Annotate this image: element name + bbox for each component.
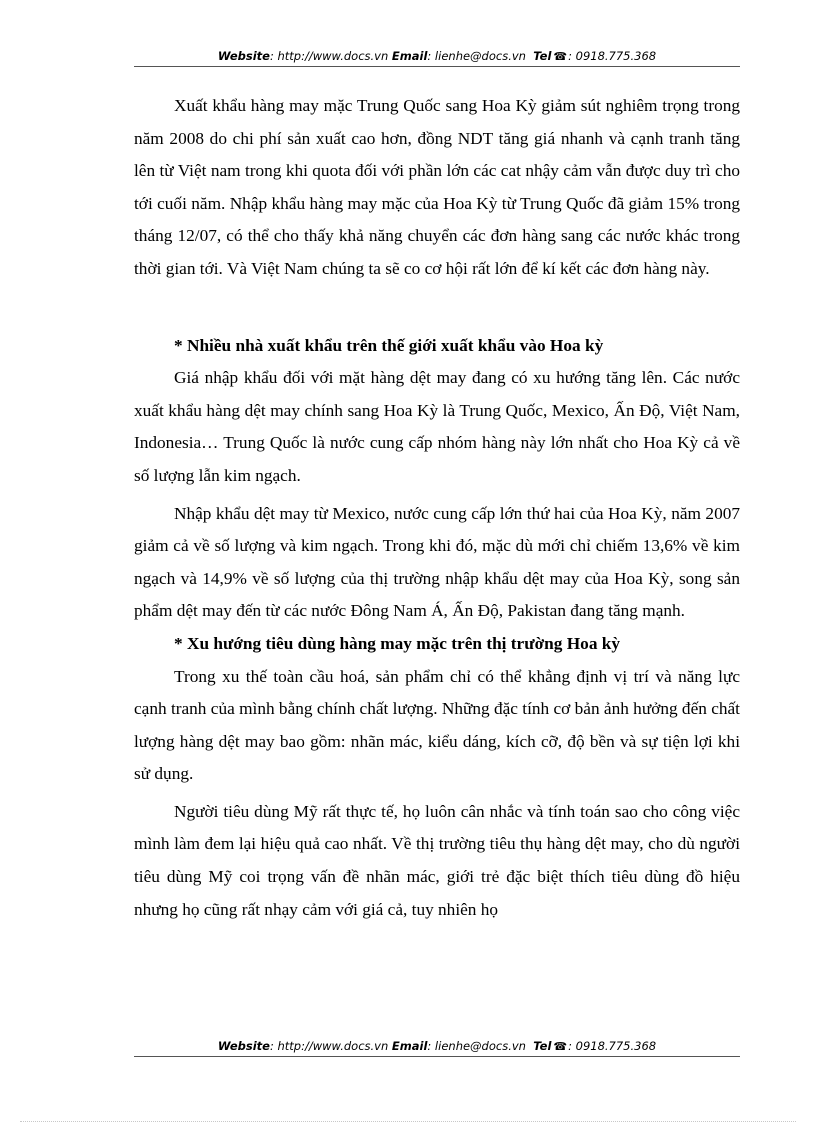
header-tel-value: : 0918.775.368 [568, 49, 657, 63]
paragraph-1: Xuất khẩu hàng may mặc Trung Quốc sang Hoa Kỳ giảm sút nghiêm trọng trong năm 2008 do chi phí sản xuất cao hơn, đồng NDT tăng giá nhanh và cạnh tranh tăng lên từ Việt nam trong khi quota đối với phần lớn các cat nhậy cảm vẫn được duy trì cho tới cuối năm. Nhập khẩu hàng may mặc của Hoa Kỳ từ Trung Quốc đã giảm 15% trong tháng 12/07, có thể cho thấy khả năng chuyển các đơn hàng sang các nước khác trong thời gian tới. Và Việt Nam chúng ta sẽ co cơ hội rất lớn để kí kết các đơn hàng này. [134, 96, 740, 278]
paragraph-3: Nhập khẩu dệt may từ Mexico, nước cung cấp lớn thứ hai của Hoa Kỳ, năm 2007 giảm cả về số lượng và kim ngạch. Trong khi đó, mặc dù mới chỉ chiếm 13,6% về kim ngạch và 14,9% về số lượng của thị trường nhập khẩu dệt may của Hoa Kỳ, song sản phẩm dệt may đến từ các nước Đông Nam Á, Ấn Độ, Pakistan đang tăng mạnh. [134, 503, 740, 621]
section-spacer [134, 286, 740, 330]
header-email-label: Email [391, 49, 428, 63]
paragraph-5: Người tiêu dùng Mỹ rất thực tế, họ luôn cân nhắc và tính toán sao cho công việc mình làm đem lại hiệu quả cao nhất. Về thị trường tiêu thụ hàng dệt may, cho dù người tiêu dùng Mỹ coi trọng vấn đề nhãn mác, giới trẻ đặc biệt thích tiêu dùng đồ hiệu nhưng họ cũng rất nhạy cảm với giá cả, tuy nhiên họ [134, 801, 740, 919]
header-email-value: : lienhe@docs.vn [427, 49, 526, 63]
paragraph-2: Giá nhập khẩu đối với mặt hàng dệt may đang có xu hướng tăng lên. Các nước xuất khẩu hàng dệt may chính sang Hoa Kỳ là Trung Quốc, Mexico, Ấn Độ, Việt Nam, Indonesia… Trung Quốc là nước cung cấp nhóm hàng này lớn nhất cho Hoa Kỳ cả về số lượng lẫn kim ngạch. [134, 368, 740, 485]
footer-email-label: Email [391, 1039, 428, 1053]
header-website-value: : http://www.docs.vn [269, 49, 389, 63]
footer-email-value: : lienhe@docs.vn [427, 1039, 526, 1053]
page-header [134, 49, 740, 64]
footer-website-label: Website [217, 1039, 270, 1053]
footer-tel-label: Tel [533, 1039, 552, 1053]
header-website-label: Website [217, 49, 270, 63]
document-body [134, 90, 740, 926]
footer-rule [134, 1056, 740, 1057]
header-tel-label: Tel [533, 49, 552, 63]
section-heading-1: * Nhiều nhà xuất khẩu trên thế giới xuất khẩu vào Hoa kỳ [174, 335, 604, 355]
page-footer [134, 1039, 740, 1054]
footer-tel-value: : 0918.775.368 [568, 1039, 657, 1053]
header-rule [134, 66, 740, 67]
footer-website-value: : http://www.docs.vn [269, 1039, 389, 1053]
phone-icon: ☎ [553, 1040, 568, 1053]
paragraph-4: Trong xu thế toàn cầu hoá, sản phẩm chỉ có thể khẳng định vị trí và năng lực cạnh tranh của mình bằng chính chất lượng. Những đặc tính cơ bản ảnh hưởng đến chất lượng hàng dệt may bao gồm: nhãn mác, kiểu dáng, kích cỡ, độ bền và sự tiện lợi khi sử dụng. [134, 666, 740, 784]
page-edge-divider [20, 1121, 796, 1122]
section-heading-2: * Xu hướng tiêu dùng hàng may mặc trên thị trường Hoa kỳ [174, 633, 621, 653]
phone-icon: ☎ [553, 50, 568, 63]
